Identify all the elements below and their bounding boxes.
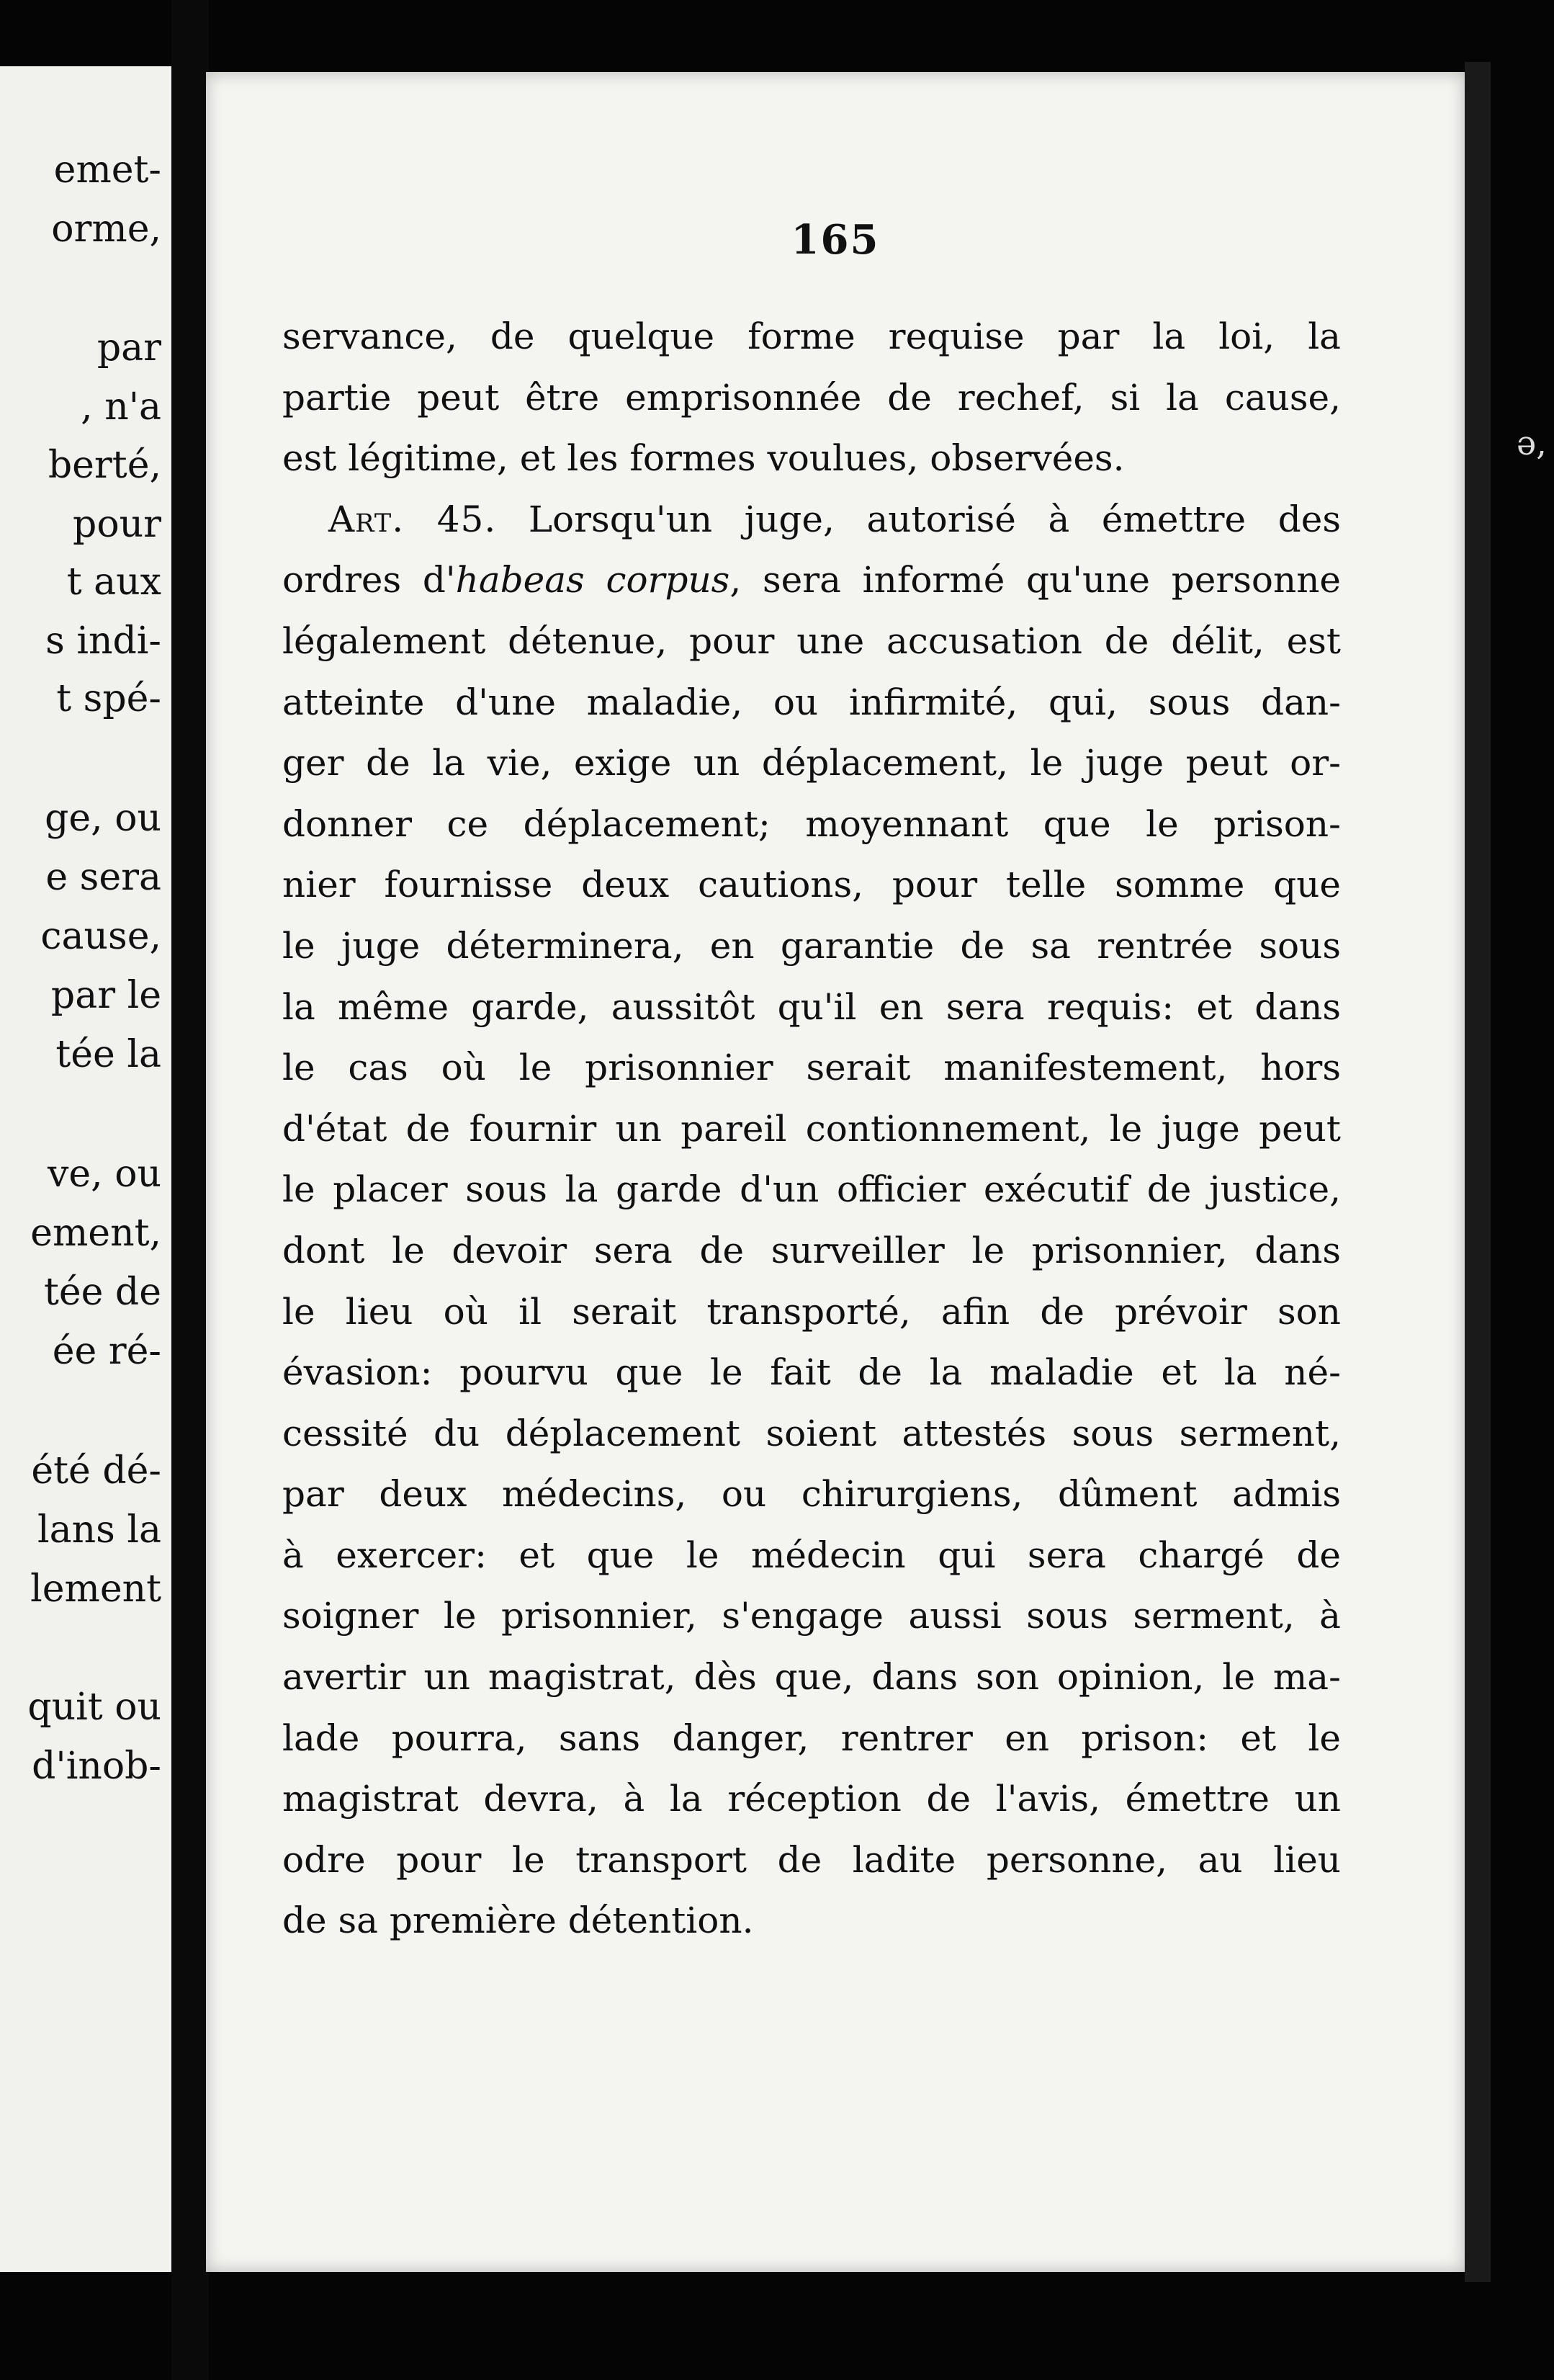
left-line: quit ou <box>27 1686 161 1729</box>
left-line: cause, <box>40 915 161 958</box>
left-line: lement <box>30 1567 161 1611</box>
left-line: s indi- <box>45 619 161 663</box>
text-line: à exercer: et que le médecin qui sera chargé de <box>282 1534 1341 1576</box>
left-line: orme, <box>51 207 161 251</box>
text-fragment: ordres d' <box>282 559 456 601</box>
text-line: par deux médecins, ou chirurgiens, dûment admis <box>282 1473 1341 1516</box>
text-line: dont le devoir sera de surveiller le prisonnier, dans <box>282 1229 1341 1271</box>
text-line: partie peut être emprisonnée de rechef, si la cause, <box>282 376 1341 419</box>
left-line: emet- <box>53 148 161 192</box>
text-line: le juge déterminera, en garantie de sa rentrée sous <box>282 924 1341 967</box>
text-line: le lieu où il serait transporté, afin de prévoir son <box>282 1290 1341 1333</box>
left-line: par le <box>50 974 161 1017</box>
text-line: évasion: pourvu que le fait de la maladie et la né- <box>282 1351 1341 1394</box>
text-line: odre pour le transport de ladite personne, au lieu <box>282 1838 1341 1881</box>
text-line: avertir un magistrat, dès que, dans son opinion, le ma- <box>282 1656 1341 1699</box>
text-fragment: , sera informé qu'une personne <box>729 559 1341 601</box>
text-line: lade pourra, sans danger, rentrer en prison: et le <box>282 1717 1341 1759</box>
left-line: t aux <box>66 560 161 604</box>
book-gutter <box>171 0 209 2380</box>
text-line: nier fournisse deux cautions, pour telle somme que <box>282 864 1341 906</box>
text-line-habeas <box>282 550 1341 611</box>
left-line: lans la <box>37 1508 161 1552</box>
text-line: le cas où le prisonnier serait manifestement, hors <box>282 1047 1341 1089</box>
text-line: atteinte d'une maladie, ou infirmité, qui, sous dan- <box>282 681 1341 723</box>
left-line: ement, <box>30 1212 161 1255</box>
text-line: est légitime, et les formes voulues, observées. <box>282 437 1125 480</box>
page-edge-shadow <box>1465 62 1491 2282</box>
book-page <box>206 72 1465 2272</box>
text-line: cessité du déplacement soient attestés sous serment, <box>282 1412 1341 1454</box>
left-line: d'inob- <box>32 1745 161 1788</box>
left-line: ge, ou <box>45 797 161 840</box>
left-line: berté, <box>48 444 161 487</box>
left-line: par <box>96 326 161 370</box>
italic-phrase: habeas corpus <box>455 559 730 601</box>
page-body-text <box>282 306 1341 1951</box>
text-line: ger de la vie, exige un déplacement, le juge peut or- <box>282 742 1341 784</box>
previous-page-fragment <box>0 66 171 2272</box>
text-line: de sa première détention. <box>282 1900 754 1942</box>
left-line: tée de <box>43 1271 161 1314</box>
left-line: t spé- <box>56 677 161 720</box>
article-line <box>282 489 1341 550</box>
text-line: légalement détenue, pour une accusation de délit, est <box>282 619 1341 662</box>
left-line: pour <box>73 503 161 546</box>
text-line: servance, de quelque forme requise par la loi, la <box>282 316 1341 357</box>
left-line: e sera <box>45 856 161 899</box>
text-line: soigner le prisonnier, s'engage aussi sous serment, à <box>282 1595 1341 1637</box>
text-line: le placer sous la garde d'un officier exécutif de justice, <box>282 1168 1341 1211</box>
text-line: la même garde, aussitôt qu'il en sera requis: et dans <box>282 985 1341 1028</box>
edge-mark: ǝ, <box>1517 424 1547 462</box>
text-line: d'état de fournir un pareil contionnement, le juge peut <box>282 1107 1341 1150</box>
left-line: ée ré- <box>52 1330 161 1373</box>
text-line: donner ce déplacement; moyennant que le prison- <box>282 802 1341 845</box>
left-line: ve, ou <box>47 1153 161 1196</box>
left-line: été dé- <box>31 1449 161 1493</box>
article-label: Art. 45. <box>328 498 497 540</box>
page-number: 165 <box>791 216 880 264</box>
left-line: , n'a <box>81 385 161 429</box>
article-text: Lorsqu'un juge, autorisé à émettre des <box>528 498 1341 540</box>
text-line: magistrat devra, à la réception de l'avis, émettre un <box>282 1778 1341 1820</box>
left-line: tée la <box>55 1033 161 1076</box>
